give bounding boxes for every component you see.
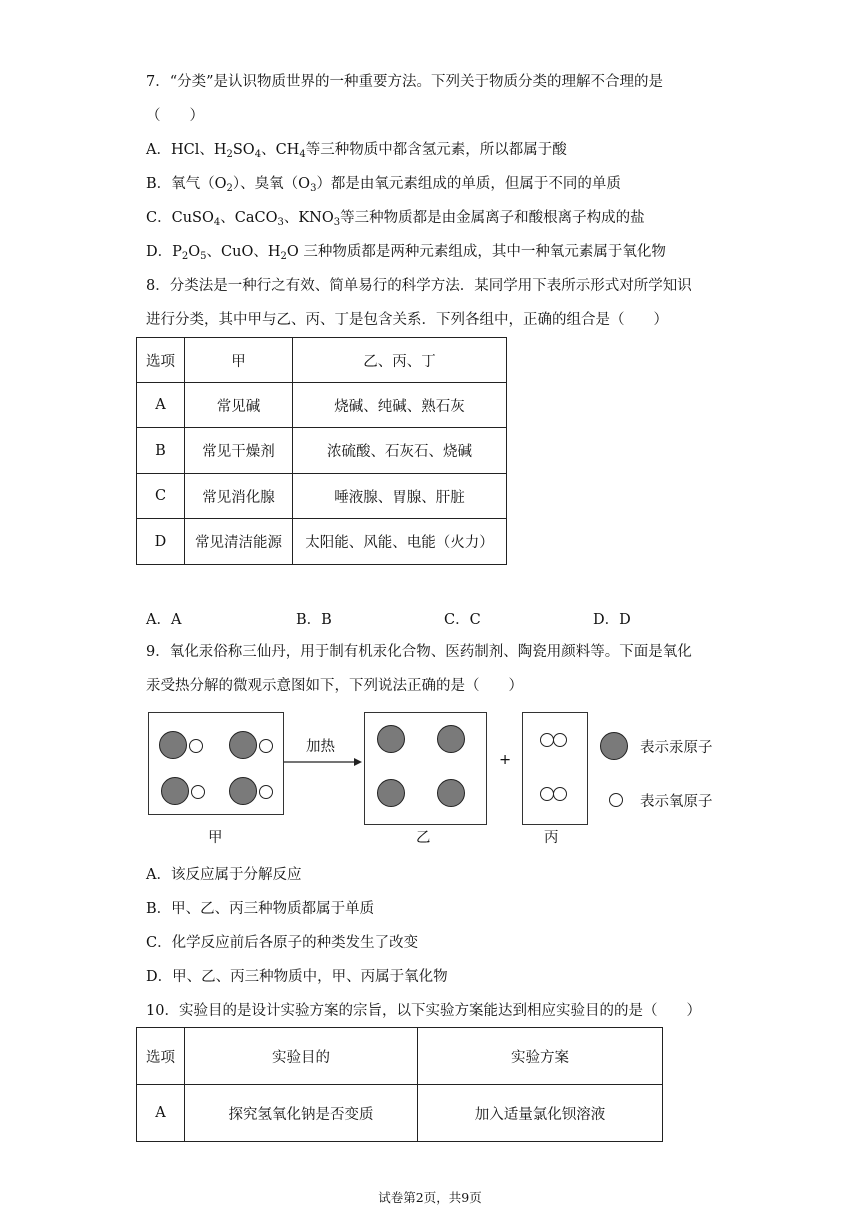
cell: 常见消化腺 bbox=[185, 474, 293, 519]
cell: 加入适量氯化钡溶液 bbox=[418, 1085, 663, 1142]
header-purpose: 实验目的 bbox=[185, 1028, 418, 1085]
cell: 常见干燥剂 bbox=[185, 428, 293, 474]
header-jia: 甲 bbox=[185, 338, 293, 383]
q8-options bbox=[146, 608, 666, 628]
oxygen-atom bbox=[540, 787, 554, 801]
q8-option-c[interactable]: C．C bbox=[444, 612, 481, 628]
header-yi-bing-ding: 乙、丙、丁 bbox=[293, 338, 507, 383]
cell: D bbox=[137, 519, 185, 565]
mercury-atom bbox=[437, 779, 465, 807]
legend-oxygen-label: 表示氧原子 bbox=[640, 794, 713, 810]
label-yi: 乙 bbox=[416, 830, 431, 846]
q8-option-a[interactable]: A．A bbox=[146, 612, 182, 628]
plus-sign: + bbox=[499, 752, 512, 768]
header-option: 选项 bbox=[137, 338, 185, 383]
cell: C bbox=[137, 474, 185, 519]
oxygen-atom bbox=[553, 733, 567, 747]
heat-label: 加热 bbox=[306, 739, 335, 755]
oxygen-atom bbox=[191, 785, 205, 799]
product-mercury-box bbox=[364, 712, 487, 825]
table-row bbox=[137, 474, 507, 519]
cell: 太阳能、风能、电能（火力） bbox=[293, 519, 507, 565]
mercury-atom bbox=[161, 777, 189, 805]
q9-option-d[interactable]: D．甲、乙、丙三种物质中，甲、丙属于氧化物 bbox=[146, 969, 448, 985]
mercury-atom bbox=[437, 725, 465, 753]
q10-stem: 10．实验目的是设计实验方案的宗旨，以下实验方案能达到相应实验目的的是（ ） bbox=[146, 1003, 701, 1019]
mercury-oxide-decomposition-diagram bbox=[148, 710, 728, 850]
q10-table bbox=[136, 1027, 663, 1142]
q7-stem-line2: （ ） bbox=[146, 108, 204, 124]
oxygen-atom bbox=[259, 739, 273, 753]
legend-mercury-label: 表示汞原子 bbox=[640, 740, 713, 756]
q8-option-b[interactable]: B．B bbox=[296, 612, 332, 628]
table-row bbox=[137, 383, 507, 428]
label-bing: 丙 bbox=[544, 830, 559, 846]
q8-stem-line1: 8．分类法是一种行之有效、简单易行的科学方法．某同学用下表所示形式对所学知识 bbox=[146, 278, 692, 294]
legend-oxygen-atom bbox=[609, 793, 623, 807]
table-header-row bbox=[137, 338, 507, 383]
q8-option-d[interactable]: D．D bbox=[593, 612, 631, 628]
q7-option-d[interactable]: D．$P_2O_5$、CuO、$H_2O$ 三种物质都是两种元素组成，其中一种氧元素属于氧化物 bbox=[146, 244, 666, 262]
cell: A bbox=[137, 1085, 185, 1142]
product-oxygen-box bbox=[522, 712, 588, 825]
mercury-atom bbox=[229, 731, 257, 759]
cell: 浓硫酸、石灰石、烧碱 bbox=[293, 428, 507, 474]
cell: A bbox=[137, 383, 185, 428]
oxygen-atom bbox=[540, 733, 554, 747]
q9-stem-line2: 汞受热分解的微观示意图如下，下列说法正确的是（ ） bbox=[146, 678, 523, 694]
q9-option-c[interactable]: C．化学反应前后各原子的种类发生了改变 bbox=[146, 935, 419, 951]
table-row bbox=[137, 519, 507, 565]
mercury-atom bbox=[229, 777, 257, 805]
oxygen-atom bbox=[259, 785, 273, 799]
mercury-atom bbox=[377, 725, 405, 753]
q9-option-b[interactable]: B．甲、乙、丙三种物质都属于单质 bbox=[146, 901, 375, 917]
mercury-atom bbox=[159, 731, 187, 759]
q7-option-b[interactable]: B．氧气$(O_2)$、臭氧$(O_3)$都是由氧元素组成的单质，但属于不同的单质 bbox=[146, 176, 621, 194]
label-jia: 甲 bbox=[208, 830, 223, 846]
table-row bbox=[137, 1085, 663, 1142]
q7-option-a[interactable]: A．HCl、$H_2SO_4$、$CH_4$等三种物质中都含氢元素，所以都属于酸 bbox=[146, 142, 567, 160]
oxygen-atom bbox=[553, 787, 567, 801]
cell: 常见碱 bbox=[185, 383, 293, 428]
q9-stem-line1: 9．氧化汞俗称三仙丹，用于制有机汞化合物、医药制剂、陶瓷用颜料等。下面是氧化 bbox=[146, 644, 692, 660]
q7-stem-line1: 7．“分类”是认识物质世界的一种重要方法。下列关于物质分类的理解不合理的是 bbox=[146, 74, 664, 90]
table-header-row bbox=[137, 1028, 663, 1085]
cell: B bbox=[137, 428, 185, 474]
cell: 常见清洁能源 bbox=[185, 519, 293, 565]
cell: 唾液腺、胃腺、肝脏 bbox=[293, 474, 507, 519]
legend-mercury-atom bbox=[600, 732, 628, 760]
q8-table bbox=[136, 337, 507, 565]
header-option: 选项 bbox=[137, 1028, 185, 1085]
header-plan: 实验方案 bbox=[418, 1028, 663, 1085]
cell: 探究氢氧化钠是否变质 bbox=[185, 1085, 418, 1142]
q8-stem-line2: 进行分类，其中甲与乙、丙、丁是包含关系．下列各组中，正确的组合是（ ） bbox=[146, 312, 668, 328]
reactant-box bbox=[148, 712, 284, 815]
arrow-icon bbox=[284, 756, 364, 768]
q9-option-a[interactable]: A．该反应属于分解反应 bbox=[146, 867, 302, 883]
oxygen-atom bbox=[189, 739, 203, 753]
q7-option-c[interactable]: C．CuSO$_4$、CaCO$_3$、$KNO_3$等三种物质都是由金属离子和酸根离子构成的盐 bbox=[146, 210, 645, 228]
table-row bbox=[137, 428, 507, 474]
mercury-atom bbox=[377, 779, 405, 807]
page-footer: 试卷第2页，共9页 bbox=[378, 1190, 482, 1205]
cell: 烧碱、纯碱、熟石灰 bbox=[293, 383, 507, 428]
